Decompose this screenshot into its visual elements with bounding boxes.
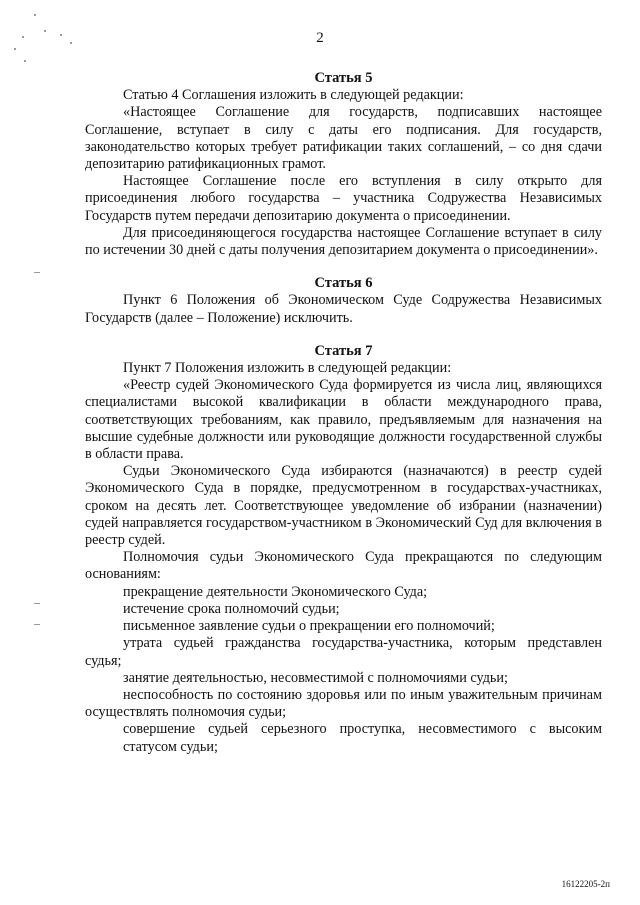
termination-ground-item: письменное заявление судьи о прекращении его полномочий; bbox=[123, 618, 495, 635]
article-5-paragraph: Для присоединяющегося государства настоящее Соглашение вступает в силу по истечении 30 дней с даты получения депозитарием документа о присоединении». bbox=[85, 224, 602, 259]
termination-ground-item: совершение судьей серьезного проступка, несовместимого с высоким статусом судьи; bbox=[123, 721, 602, 755]
article-7-paragraph: «Реестр судей Экономического Суда формируется из числа лиц, являющихся специалистами высокой квалификации в области международного права, соответствующих требованиям, как правило, предъявляемым для назначения на высшие судебные должности или руководящие должности государственной службы в области права. bbox=[85, 377, 602, 463]
article-5-heading: Статья 5 bbox=[314, 70, 373, 86]
margin-mark bbox=[34, 624, 40, 625]
document-code: 16122205-2п bbox=[561, 879, 610, 889]
termination-ground-item: утрата судьей гражданства государства-участника, которым представлен судья; bbox=[85, 635, 602, 669]
article-7-paragraph: Пункт 7 Положения изложить в следующей редакции: bbox=[123, 360, 452, 377]
article-6-paragraph: Пункт 6 Положения об Экономическом Суде Содружества Независимых Государств (далее – Положение) исключить. bbox=[85, 292, 602, 326]
termination-ground-item: неспособность по состоянию здоровья или по иным уважительным причинам осуществлять полномочия судьи; bbox=[85, 686, 602, 721]
page-number: 2 bbox=[316, 30, 324, 46]
article-7-heading: Статья 7 bbox=[314, 342, 373, 359]
margin-mark bbox=[34, 603, 40, 604]
article-5-paragraph: «Настоящее Соглашение для государств, подписавших настоящее Соглашение, вступает в силу с даты его подписания. Для государств, законодательство которых требует ратификации таких соглашений, – со дня сдачи депозитарию ратификационных грамот. bbox=[85, 104, 602, 173]
article-7-paragraph: Судьи Экономического Суда избираются (назначаются) в реестр судей Экономического Суда в порядке, предусмотренном в государствах-участниках, сроком на десять лет. Соответствующее уведомление об избрании (назначении) судей направляется государством-участником в Экономический Суд для включения в реестр судей. bbox=[85, 463, 602, 549]
article-7-paragraph: Полномочия судьи Экономического Суда прекращаются по следующим основаниям: bbox=[85, 549, 602, 583]
document-body bbox=[85, 70, 602, 756]
article-5-paragraph: Статью 4 Соглашения изложить в следующей редакции: bbox=[123, 87, 464, 104]
article-6-heading: Статья 6 bbox=[314, 275, 373, 292]
termination-ground-item: занятие деятельностью, несовместимой с полномочиями судьи; bbox=[123, 669, 508, 686]
margin-mark bbox=[34, 272, 40, 273]
termination-ground-item: истечение срока полномочий судьи; bbox=[123, 600, 340, 617]
termination-ground-item: прекращение деятельности Экономического Суда; bbox=[123, 583, 428, 600]
article-5-paragraph: Настоящее Соглашение после его вступления в силу открыто для присоединения любого государства – участника Содружества Независимых Государств путем передачи депозитарию документа о присоединении. bbox=[85, 173, 602, 224]
